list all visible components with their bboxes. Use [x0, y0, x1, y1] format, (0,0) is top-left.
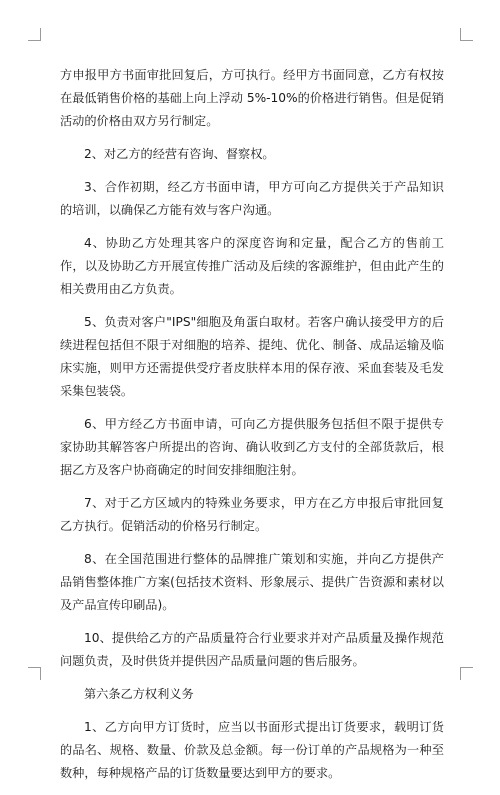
paragraph-item-5: 5、负责对客户"IPS"细胞及角蛋白取材。若客户确认接受甲方的后续进程包括但不限于对细胞的培养、提纯、优化、制备、成品运输及临床实施，则甲方还需提供受疗者皮肤样本用的保存液、采血套装及毛发采集包装袋。: [60, 315, 444, 398]
paragraph-item-7: 7、对于乙方区域内的特殊业务要求，甲方在乙方申报后审批回复乙方执行。促销活动的价格另行制定。: [60, 496, 444, 533]
paragraph-continuation: 方申报甲方书面审批回复后，方可执行。经甲方书面同意，乙方有权按在最低销售价格的基础上向上浮动 5%-10%的价格进行销售。但是促销活动的价格由双方另行制定。: [60, 68, 444, 128]
paragraph-item-10: 10、提供给乙方的产品质量符合行业要求并对产品质量及操作规范问题负责，及时供货并提供因产品质量问题的售后服务。: [60, 631, 444, 668]
paragraph-item-2: 2、对乙方的经营有咨询、督察权。: [84, 147, 275, 161]
crop-mark-top-right: [460, 28, 473, 41]
paragraph-item-4: 4、协助乙方处理其客户的深度咨询和定量，配合乙方的售前工作，以及协助乙方开展宣传推广活动及后续的客源维护，但由此产生的相关费用由乙方负责。: [60, 236, 444, 296]
section-heading: 第六条乙方权利义务: [84, 687, 194, 701]
paragraph-item-8: 8、在全国范围进行整体的品牌推广策划和实施，并向乙方提供产品销售整体推广方案(包括技术资料、形象展示、提供广告资源和素材以及产品宣传印刷品)。: [60, 552, 444, 612]
crop-mark-top-left: [28, 28, 41, 41]
crop-mark-bottom-right: [460, 667, 473, 680]
paragraph-item-3: 3、合作初期，经乙方书面申请，甲方可向乙方提供关于产品知识的培训，以确保乙方能有效与客户沟通。: [60, 180, 444, 217]
document-body: [60, 64, 444, 795]
paragraph-item-6: 6、甲方经乙方书面申请，可向乙方提供服务包括但不限于提供专家协助其解答客户所提出的咨询、确认收到乙方支付的全部货款后，根据乙方及客户协商确定的时间安排细胞注射。: [60, 417, 444, 477]
paragraph-item-1: 1、乙方向甲方订货时，应当以书面形式提出订货要求，载明订货的品名、规格、数量、价款及总金额。每一份订单的产品规格为一种至数种，每种规格产品的订货数量要达到甲方的要求。: [60, 720, 444, 780]
crop-mark-bottom-left: [28, 667, 41, 680]
